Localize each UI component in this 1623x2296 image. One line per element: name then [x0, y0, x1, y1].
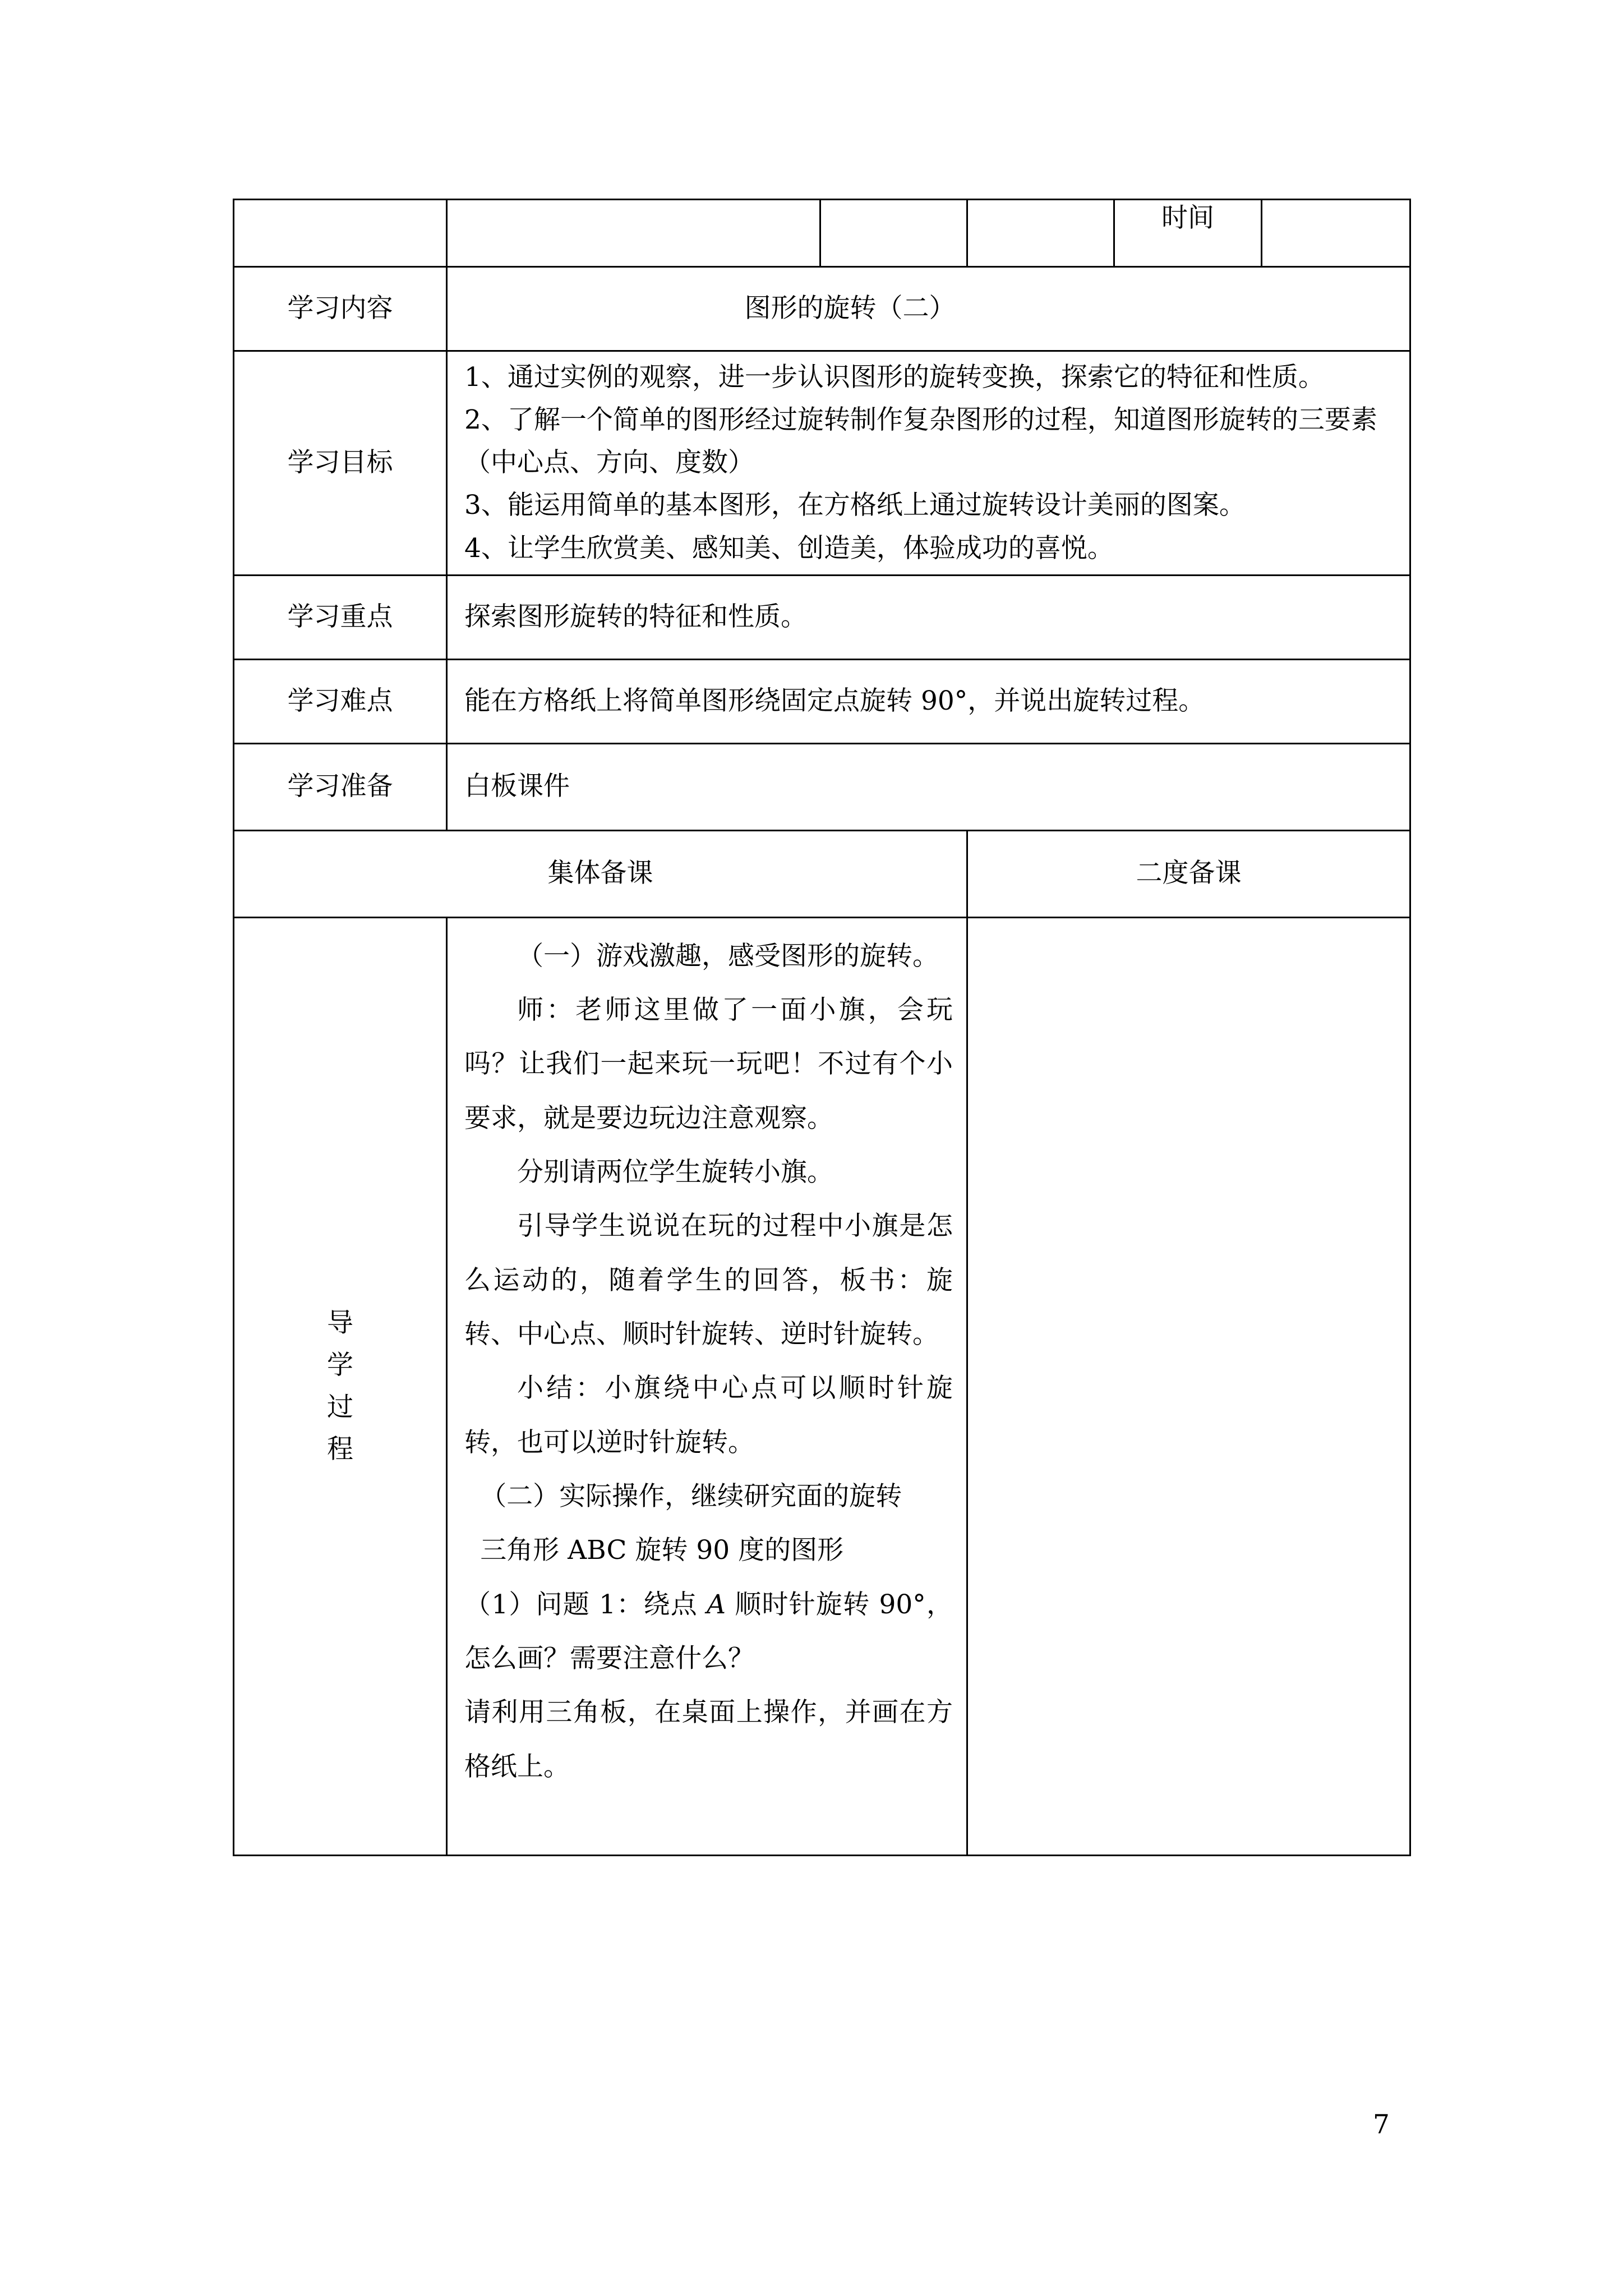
collective-header: 集体备课: [234, 830, 967, 917]
objective-item: 4、让学生欣赏美、感知美、创造美，体验成功的喜悦。: [464, 532, 1114, 564]
process-label-char: 导: [327, 1307, 353, 1338]
process-paragraph: 引导学生说说在玩的过程中小旗是怎么运动的，随着学生的回答，板书：旋转、中心点、顺时针旋转、逆时针旋转。: [464, 1211, 953, 1350]
key-points-row: [234, 575, 1410, 659]
content-label: 学习内容: [234, 267, 447, 351]
process-paragraph: （二）实际操作，继续研究面的旋转: [480, 1481, 902, 1512]
objectives-label: 学习目标: [234, 351, 447, 576]
process-label-char: 程: [327, 1434, 353, 1465]
process-label-char: 过: [327, 1392, 353, 1423]
header-row: [234, 200, 1410, 267]
process-paragraph: 小结：小旗绕中心点可以顺时针旋转，也可以逆时针旋转。: [464, 1373, 953, 1458]
process-label: [234, 917, 447, 1855]
objectives-list: [447, 351, 1410, 576]
lesson-plan-table: [233, 199, 1411, 1856]
preparation-value: 白板课件: [447, 743, 1410, 830]
secondary-prep-cell: [967, 917, 1410, 1855]
time-value: [1262, 200, 1410, 267]
question-text: （1）问题 1：绕点: [464, 1589, 707, 1620]
point-label: A: [707, 1589, 726, 1620]
objective-item: 3、能运用简单的基本图形，在方格纸上通过旋转设计美丽的图案。: [464, 490, 1246, 521]
process-paragraph: （一）游戏激趣，感受图形的旋转。: [517, 940, 939, 972]
question-text: 顺时针旋转 90°，怎么画？需要注意什么？: [464, 1589, 953, 1674]
difficulty-row: [234, 659, 1410, 743]
process-paragraph: 三角形 ABC 旋转 90 度的图形: [480, 1535, 844, 1566]
preparation-row: [234, 743, 1410, 830]
process-content: [447, 917, 967, 1855]
difficulty-value: 能在方格纸上将简单图形绕固定点旋转 90°，并说出旋转过程。: [447, 659, 1410, 743]
header-cell-4: [967, 200, 1114, 267]
process-paragraph: [464, 1578, 953, 1686]
header-cell-2: [447, 200, 820, 267]
page-number: 7: [1373, 2109, 1390, 2140]
time-label: 时间: [1114, 200, 1262, 267]
key-points-label: 学习重点: [234, 575, 447, 659]
preparation-label: 学习准备: [234, 743, 447, 830]
key-points-value: 探索图形旋转的特征和性质。: [447, 575, 1410, 659]
process-paragraph: 请利用三角板，在桌面上操作，并画在方格纸上。: [464, 1697, 953, 1782]
difficulty-label: 学习难点: [234, 659, 447, 743]
objective-item: 1、通过实例的观察，进一步认识图形的旋转变换，探索它的特征和性质。: [464, 362, 1325, 393]
process-paragraph: 师：老师这里做了一面小旗，会玩吗？让我们一起来玩一玩吧！不过有个小要求，就是要边玩边注意观察。: [464, 994, 953, 1134]
content-row: [234, 267, 1410, 351]
secondary-header: 二度备课: [967, 830, 1410, 917]
column-header-row: [234, 830, 1410, 917]
header-cell-1: [234, 200, 447, 267]
process-label-char: 学: [327, 1349, 353, 1381]
process-row: [234, 917, 1410, 1855]
objective-item: 2、了解一个简单的图形经过旋转制作复杂图形的过程，知道图形旋转的三要素（中心点、方向、度数）: [464, 404, 1377, 478]
content-value: 图形的旋转（二）: [447, 267, 1410, 351]
process-paragraph: 分别请两位学生旋转小旗。: [517, 1157, 833, 1188]
objectives-row: [234, 351, 1410, 576]
header-cell-3: [820, 200, 967, 267]
